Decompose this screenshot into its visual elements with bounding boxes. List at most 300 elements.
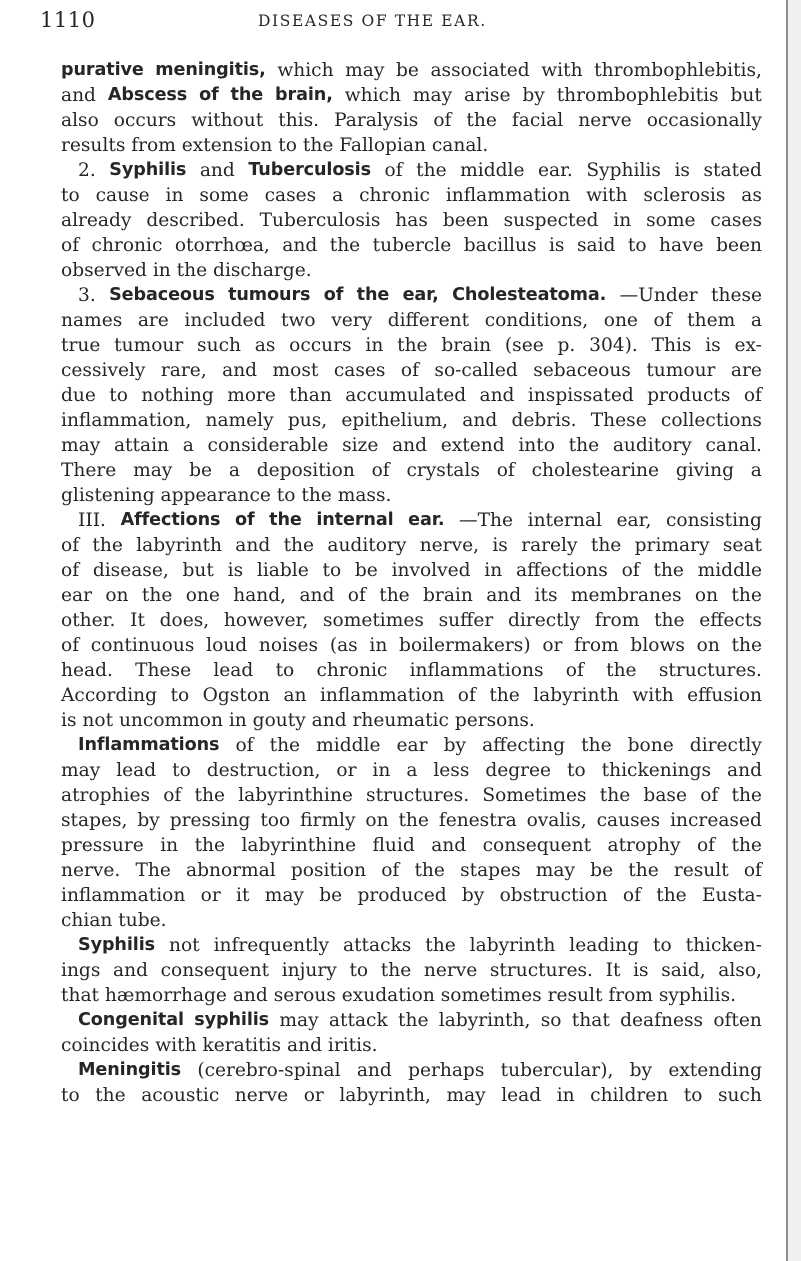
word: sebaceous <box>533 360 631 381</box>
word: syphilis <box>194 1010 270 1030</box>
word: is <box>548 235 565 256</box>
word: names <box>61 310 123 331</box>
word: with <box>541 60 583 81</box>
word: by <box>137 810 160 831</box>
word: Sometimes <box>482 785 587 806</box>
word: tubercular), <box>500 1060 614 1081</box>
word: as <box>741 185 762 206</box>
word: are <box>137 310 169 331</box>
word: of <box>234 510 255 530</box>
word: extending <box>668 1060 762 1081</box>
word: is <box>674 160 690 181</box>
word: occasionally <box>646 110 762 131</box>
word: inflammations <box>409 660 544 681</box>
word: of <box>743 860 762 881</box>
word: result <box>673 860 729 881</box>
word: position <box>290 860 367 881</box>
word: occurs <box>113 110 177 131</box>
text-line <box>61 1008 762 1033</box>
word: on <box>694 585 719 606</box>
word: of <box>347 585 366 606</box>
word: Sebaceous <box>109 285 215 305</box>
word: ovalis, <box>526 810 587 831</box>
word: auditory <box>612 435 692 456</box>
text-line <box>61 783 762 808</box>
word: 3. <box>78 285 96 306</box>
word: the <box>397 335 428 356</box>
word: of <box>163 785 182 806</box>
word: destruction, <box>206 760 321 781</box>
word: This <box>651 335 692 356</box>
word: and <box>431 835 467 856</box>
word: perhaps <box>408 1060 485 1081</box>
text-line <box>61 808 762 833</box>
word: lead <box>116 760 157 781</box>
word: of <box>371 460 390 481</box>
word: as <box>254 335 276 356</box>
word: the <box>283 535 315 556</box>
word: of <box>384 160 403 181</box>
word: ear, <box>402 285 439 305</box>
text-line <box>61 858 762 883</box>
word: the <box>466 110 497 131</box>
text-line <box>61 733 762 758</box>
word: III. <box>78 510 106 531</box>
word: base <box>643 785 687 806</box>
word: hand, <box>233 585 287 606</box>
word: the <box>489 685 520 706</box>
word: the <box>599 785 631 806</box>
word: sclerosis <box>643 185 726 206</box>
word: conditions, <box>484 310 589 331</box>
word: sometimes <box>322 610 424 631</box>
word: structures. <box>366 785 470 806</box>
text-line <box>61 758 762 783</box>
word: an <box>283 685 307 706</box>
word: ear. <box>408 510 445 530</box>
word: most <box>272 360 319 381</box>
text-line <box>61 583 762 608</box>
text-line <box>61 1033 762 1058</box>
text-line <box>61 333 762 358</box>
word: cessively <box>61 360 146 381</box>
word: some <box>646 210 696 231</box>
word: a <box>406 760 418 781</box>
word: such <box>197 335 241 356</box>
word: affections <box>515 560 608 581</box>
word: brain, <box>275 85 333 105</box>
word: nerve. <box>61 860 121 881</box>
word: purative <box>61 60 144 80</box>
word: obstruction <box>499 885 608 906</box>
word: some <box>199 185 249 206</box>
word: attacks <box>342 935 412 956</box>
text-run: coincides with keratitis and iritis. <box>61 1035 378 1056</box>
word: thicken- <box>685 935 762 956</box>
word: cholestearine <box>531 460 660 481</box>
text-run: glistening appearance to the mass. <box>61 485 392 506</box>
word: with <box>586 185 628 206</box>
word: the <box>731 585 762 606</box>
word: the <box>230 85 264 105</box>
word: these <box>711 285 762 306</box>
word: atrophy <box>607 835 681 856</box>
word: structures. <box>658 660 762 681</box>
word: of <box>323 285 344 305</box>
word: the <box>628 860 659 881</box>
word: them <box>687 310 736 331</box>
word: effects <box>699 610 762 631</box>
word: from <box>574 635 619 656</box>
word: giving <box>675 460 734 481</box>
word: by <box>629 1060 653 1081</box>
word: nothing <box>141 385 214 406</box>
word: produced <box>357 885 447 906</box>
word: —Under <box>619 285 698 306</box>
word: structures. <box>489 960 593 981</box>
word: nerve <box>423 960 478 981</box>
word: inflammation <box>445 185 571 206</box>
word: middle <box>316 735 381 756</box>
word: to <box>627 235 647 256</box>
word: of <box>235 735 254 756</box>
word: does, <box>159 610 210 631</box>
text-line <box>61 633 762 658</box>
word: too <box>260 810 291 831</box>
word: injury <box>281 960 337 981</box>
word: labyrinth, <box>339 1085 431 1106</box>
text-line <box>61 158 762 183</box>
word: involved <box>391 560 471 581</box>
word: and <box>356 1060 392 1081</box>
word: been <box>716 235 762 256</box>
word: one <box>185 585 220 606</box>
word: due <box>61 385 96 406</box>
text-line <box>61 983 762 1008</box>
text-line <box>61 133 762 158</box>
word: labyrinthine <box>238 785 353 806</box>
word: epithelium, <box>341 410 449 431</box>
running-head: DISEASES OF THE EAR. <box>258 12 487 30</box>
word: middle <box>460 160 525 181</box>
word: According <box>61 685 158 706</box>
word: to <box>567 760 586 781</box>
word: the <box>269 510 302 530</box>
word: internal <box>527 510 602 531</box>
bold-term: Syphilis <box>109 160 187 180</box>
word: atrophies <box>61 785 151 806</box>
word: The <box>135 860 171 881</box>
word: lead <box>213 660 254 681</box>
text-line <box>61 683 762 708</box>
word: in <box>484 560 503 581</box>
word: of <box>653 310 672 331</box>
text-line <box>61 1058 762 1083</box>
text-line <box>61 558 762 583</box>
word: canal. <box>705 435 762 456</box>
word: liable <box>256 560 309 581</box>
word: to <box>322 560 342 581</box>
word: increased <box>670 810 762 831</box>
word: head. <box>61 660 113 681</box>
word: thickenings <box>601 760 712 781</box>
word: into <box>518 435 555 456</box>
word: a <box>750 460 762 481</box>
word: ear <box>61 585 92 606</box>
word: the <box>380 960 412 981</box>
text-line <box>61 283 762 308</box>
word: be <box>319 885 343 906</box>
word: from <box>594 610 640 631</box>
word: otorrhœa, <box>174 235 270 256</box>
word: a <box>228 460 240 481</box>
word: These <box>590 410 647 431</box>
word: labyrinthine <box>241 835 357 856</box>
word: in <box>369 635 388 656</box>
word: debris. <box>511 410 577 431</box>
word: is <box>633 960 649 981</box>
word: 2. <box>78 160 96 181</box>
word: may <box>61 760 101 781</box>
word: Paralysis <box>334 110 419 131</box>
word: to <box>275 660 295 681</box>
word: said, <box>661 960 706 981</box>
word: and <box>61 85 96 106</box>
word: in <box>556 1085 575 1106</box>
word: fluid <box>372 835 415 856</box>
word: children <box>590 1085 669 1106</box>
word: to <box>61 1085 80 1106</box>
word: directly <box>507 610 581 631</box>
word: deposition <box>256 460 355 481</box>
word: a <box>332 185 344 206</box>
word: and <box>235 535 271 556</box>
word: accumulated <box>345 385 467 406</box>
word: on <box>105 585 129 606</box>
word: and <box>392 435 428 456</box>
word: may <box>535 860 576 881</box>
word: cases <box>264 185 317 206</box>
word: and <box>462 410 498 431</box>
word: Ogston <box>202 685 270 706</box>
word: leading <box>569 935 640 956</box>
word: may <box>279 1010 319 1031</box>
text-line <box>61 433 762 458</box>
word: effusion <box>687 685 762 706</box>
page-number: 1110 <box>40 8 96 32</box>
word: not <box>168 935 200 956</box>
word: the <box>731 785 762 806</box>
word: which <box>277 60 334 81</box>
word: It <box>605 960 621 981</box>
word: consequent <box>160 960 270 981</box>
word: in <box>372 760 391 781</box>
word: acoustic <box>141 1085 220 1106</box>
word: labyrinth, <box>438 1010 531 1031</box>
word: very <box>331 310 373 331</box>
word: such <box>717 1085 762 1106</box>
word: in <box>613 210 632 231</box>
word: than <box>289 385 332 406</box>
word: but <box>730 85 762 106</box>
word: of <box>381 860 400 881</box>
word: causes <box>596 810 661 831</box>
word: directly <box>689 735 762 756</box>
word: of <box>61 635 80 656</box>
page-edge <box>786 0 801 1261</box>
word: is <box>705 335 721 356</box>
word: noises <box>258 635 319 656</box>
word: meningitis, <box>155 60 266 80</box>
word: associated <box>430 60 530 81</box>
word: the <box>731 835 762 856</box>
word: in <box>365 335 384 356</box>
word: the <box>590 535 622 556</box>
word: inflammation, <box>61 410 192 431</box>
word: other. <box>61 610 116 631</box>
word: Syphilis <box>586 160 661 181</box>
text-line <box>61 883 762 908</box>
word: lead <box>501 1085 542 1106</box>
word: of <box>400 360 419 381</box>
word: to <box>61 185 80 206</box>
word: has <box>395 210 428 231</box>
text-line <box>61 708 762 733</box>
word: ear, <box>616 510 652 531</box>
word: this. <box>278 110 320 131</box>
text-line <box>61 1083 762 1108</box>
word: without <box>191 110 264 131</box>
word: the <box>356 285 390 305</box>
word: also, <box>718 960 762 981</box>
word: chronic <box>91 235 163 256</box>
word: affecting <box>482 735 566 756</box>
word: be <box>354 560 378 581</box>
word: Affections <box>120 510 221 530</box>
word: internal <box>316 510 394 530</box>
word: ear. <box>538 160 573 181</box>
word: however, <box>223 610 309 631</box>
word: the <box>414 860 445 881</box>
word: often <box>713 1010 762 1031</box>
word: a <box>750 310 762 331</box>
word: bacillus <box>463 235 537 256</box>
word: the <box>581 735 612 756</box>
word: of <box>496 460 515 481</box>
word: pressing <box>169 810 251 831</box>
word: (as <box>329 635 358 656</box>
word: chronic <box>359 185 430 206</box>
word: fenestra <box>438 810 517 831</box>
word: chronic <box>316 660 388 681</box>
word: the <box>416 160 447 181</box>
word: the <box>568 435 600 456</box>
word: membranes <box>570 585 682 606</box>
word: the <box>398 1010 429 1031</box>
word: tumours <box>228 285 311 305</box>
text-line <box>61 58 762 83</box>
word: p. <box>557 335 576 356</box>
word: the <box>654 610 685 631</box>
word: to <box>172 760 191 781</box>
word: the <box>606 660 637 681</box>
word: the <box>194 835 226 856</box>
word: the <box>194 785 225 806</box>
word: and <box>282 235 318 256</box>
word: tumour <box>114 335 184 356</box>
word: its <box>534 585 558 606</box>
word: so <box>540 1010 562 1031</box>
word: nerve <box>578 110 632 131</box>
word: be <box>189 460 213 481</box>
text-line <box>61 508 762 533</box>
word: namely <box>205 410 274 431</box>
word: loud <box>206 635 248 656</box>
text-line <box>61 933 762 958</box>
word: described. <box>146 210 245 231</box>
word: it <box>236 885 250 906</box>
word: boilermakers) <box>399 635 531 656</box>
word: products <box>647 385 731 406</box>
word: and <box>299 585 335 606</box>
word: cause <box>95 185 150 206</box>
word: that <box>571 1010 610 1031</box>
word: inflammation <box>61 885 186 906</box>
word: of <box>565 660 584 681</box>
word: and <box>199 160 235 181</box>
word: thrombophlebitis, <box>594 60 762 81</box>
word: of <box>700 785 719 806</box>
word: brain <box>441 335 492 356</box>
word: one <box>603 310 638 331</box>
word: of <box>433 110 452 131</box>
word: the <box>95 1085 126 1106</box>
text-line <box>61 233 762 258</box>
word: included <box>184 310 266 331</box>
word: have <box>659 235 704 256</box>
word: different <box>387 310 470 331</box>
word: disease, <box>92 560 169 581</box>
word: of <box>621 560 640 581</box>
bold-term: Syphilis <box>78 935 156 955</box>
text-line <box>61 208 762 233</box>
word: may <box>446 1085 486 1106</box>
word: inspissated <box>527 385 634 406</box>
word: tubercle <box>372 235 452 256</box>
word: attack <box>328 1010 388 1031</box>
word: It <box>130 610 145 631</box>
word: attain <box>113 435 169 456</box>
text-line <box>61 608 762 633</box>
word: extend <box>440 435 505 456</box>
word: by <box>443 735 466 756</box>
word: Tuberculosis <box>259 210 381 231</box>
word: a <box>182 435 194 456</box>
word: may <box>61 435 101 456</box>
word: thrombophlebitis <box>556 85 719 106</box>
word: Eusta- <box>701 885 762 906</box>
text-line <box>61 958 762 983</box>
word: and <box>222 360 258 381</box>
word: less <box>433 760 470 781</box>
word: may <box>412 85 453 106</box>
word: collections <box>660 410 762 431</box>
word: the <box>141 585 173 606</box>
word: or <box>303 1085 324 1106</box>
word: nerve <box>234 1085 289 1106</box>
word: the <box>656 885 687 906</box>
word: (cerebro-spinal <box>197 1060 341 1081</box>
